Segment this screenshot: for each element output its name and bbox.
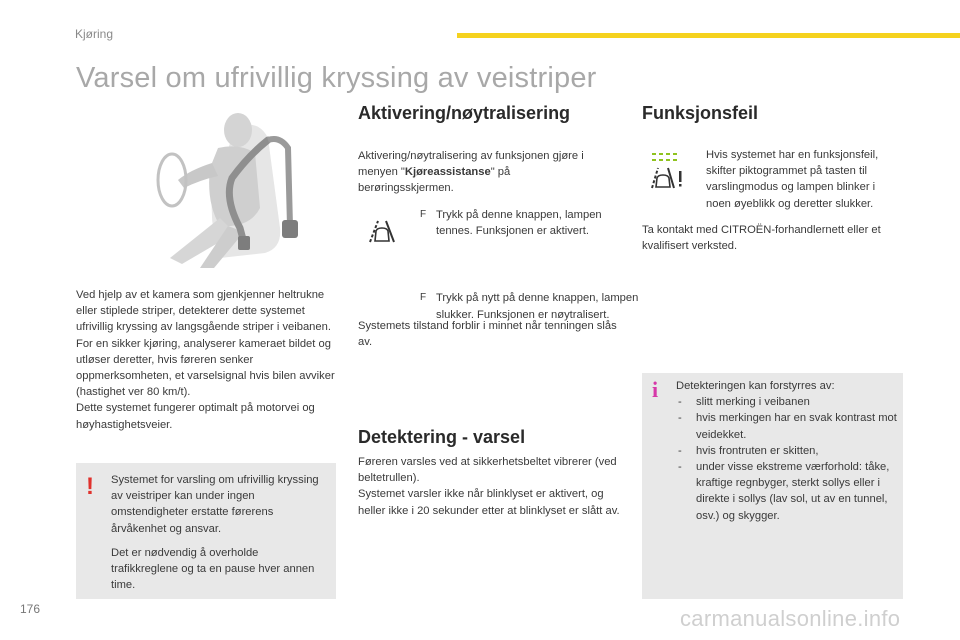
section-label: Kjøring xyxy=(75,27,114,41)
lane-assist-fault-icon xyxy=(648,150,688,192)
info-list xyxy=(676,394,898,524)
info-box xyxy=(642,373,903,599)
malfunction-paragraph-2: Ta kontakt med CITROËN-forhandlernett eller et kvalifisert verksted. xyxy=(642,224,881,253)
bullet-glyph: F xyxy=(420,209,427,220)
lane-assist-icon xyxy=(366,217,398,245)
info-icon: i xyxy=(652,377,659,402)
info-list-item: - under visse ekstreme værforhold: tåke, kraftige regnbyger, sterkt sollys eller i direkte i sollys (lav sol, ut av en tunnel, osv.) og skygger. xyxy=(676,459,898,524)
intro-text xyxy=(76,287,338,433)
intro-paragraph-3: Dette systemet fungerer optimalt på motorvei og høyhastighetsveier. xyxy=(76,402,315,431)
detection-text xyxy=(358,454,623,519)
warning-paragraph-2: Det er nødvendig å overholde trafikkreglene og ta en pause hver annen time. xyxy=(111,547,315,592)
intro-paragraph-2: For en sikker kjøring, analyserer kameraet bildet og utløser deretter, hvis føreren senker oppmerksomheten, et varselsignal hvis bilen avviker (hastighet ver 80 km/t). xyxy=(76,337,335,399)
detection-paragraph-1: Føreren varsles ved at sikkerhetsbeltet vibrerer (ved beltetrullen). xyxy=(358,456,617,485)
intro-paragraph-1: Ved hjelp av et kamera som gjenkjenner heltrukne eller stiplede striper, detekterer dette systemet ufrivillig kryssing av langsgående striper i veibanen. xyxy=(76,289,331,334)
page-number: 176 xyxy=(20,602,41,616)
malfunction-heading: Funksjonsfeil xyxy=(642,103,759,123)
menu-name: Kjøreassistanse xyxy=(404,166,491,179)
warning-icon: ! xyxy=(86,473,94,500)
activation-step-1: F Trykk på denne knappen, lampen tennes. Funksjonen er aktivert. xyxy=(420,209,602,238)
header-accent-bar xyxy=(457,33,960,38)
info-list-item: - hvis merkingen har en svak kontrast mot veidekket. xyxy=(676,410,898,442)
detection-heading: Detektering - varsel xyxy=(358,427,526,447)
info-content xyxy=(676,378,898,524)
watermark: carmanualsonline.info xyxy=(680,606,901,631)
info-intro: Detekteringen kan forstyrres av: xyxy=(676,380,835,392)
info-list-item: - slitt merking i veibanen xyxy=(676,394,898,410)
malfunction-paragraph-1: Hvis systemet har en funksjonsfeil, skifter piktogrammet på tasten til varslingmodus og lampen blinker i noen øyeblikk og deretter slukker. xyxy=(706,149,879,210)
detection-paragraph-2: Systemet varsler ikke når blinklyset er aktivert, og heller ikke i 20 sekunder etter at blinklyset er slått av. xyxy=(358,488,620,517)
info-list-item: - hvis frontruten er skitten, xyxy=(676,443,898,459)
bullet-glyph: F xyxy=(420,292,427,304)
warning-paragraph-1: Systemet for varsling om ufrivillig kryssing av veistriper kan under ingen omstendigheter erstatte førerens årvåkenhet og ansvar. xyxy=(111,474,319,535)
activation-footer: Systemets tilstand forblir i minnet når tenningen slås av. xyxy=(358,320,617,349)
page-title: Varsel om ufrivillig kryssing av veistriper xyxy=(76,62,597,94)
activation-intro: Aktivering/nøytralisering av funksjonen gjøre i menyen "Kjøreassistanse" på berøringsskjermen. xyxy=(358,150,584,195)
warning-box xyxy=(76,463,336,599)
activation-heading: Aktivering/nøytralisering xyxy=(358,103,571,123)
activation-step-2: F Trykk på nytt på denne knappen, lampen slukker. Funksjonen er nøytralisert. xyxy=(420,292,639,321)
seatbelt-driver-illustration xyxy=(140,108,320,268)
